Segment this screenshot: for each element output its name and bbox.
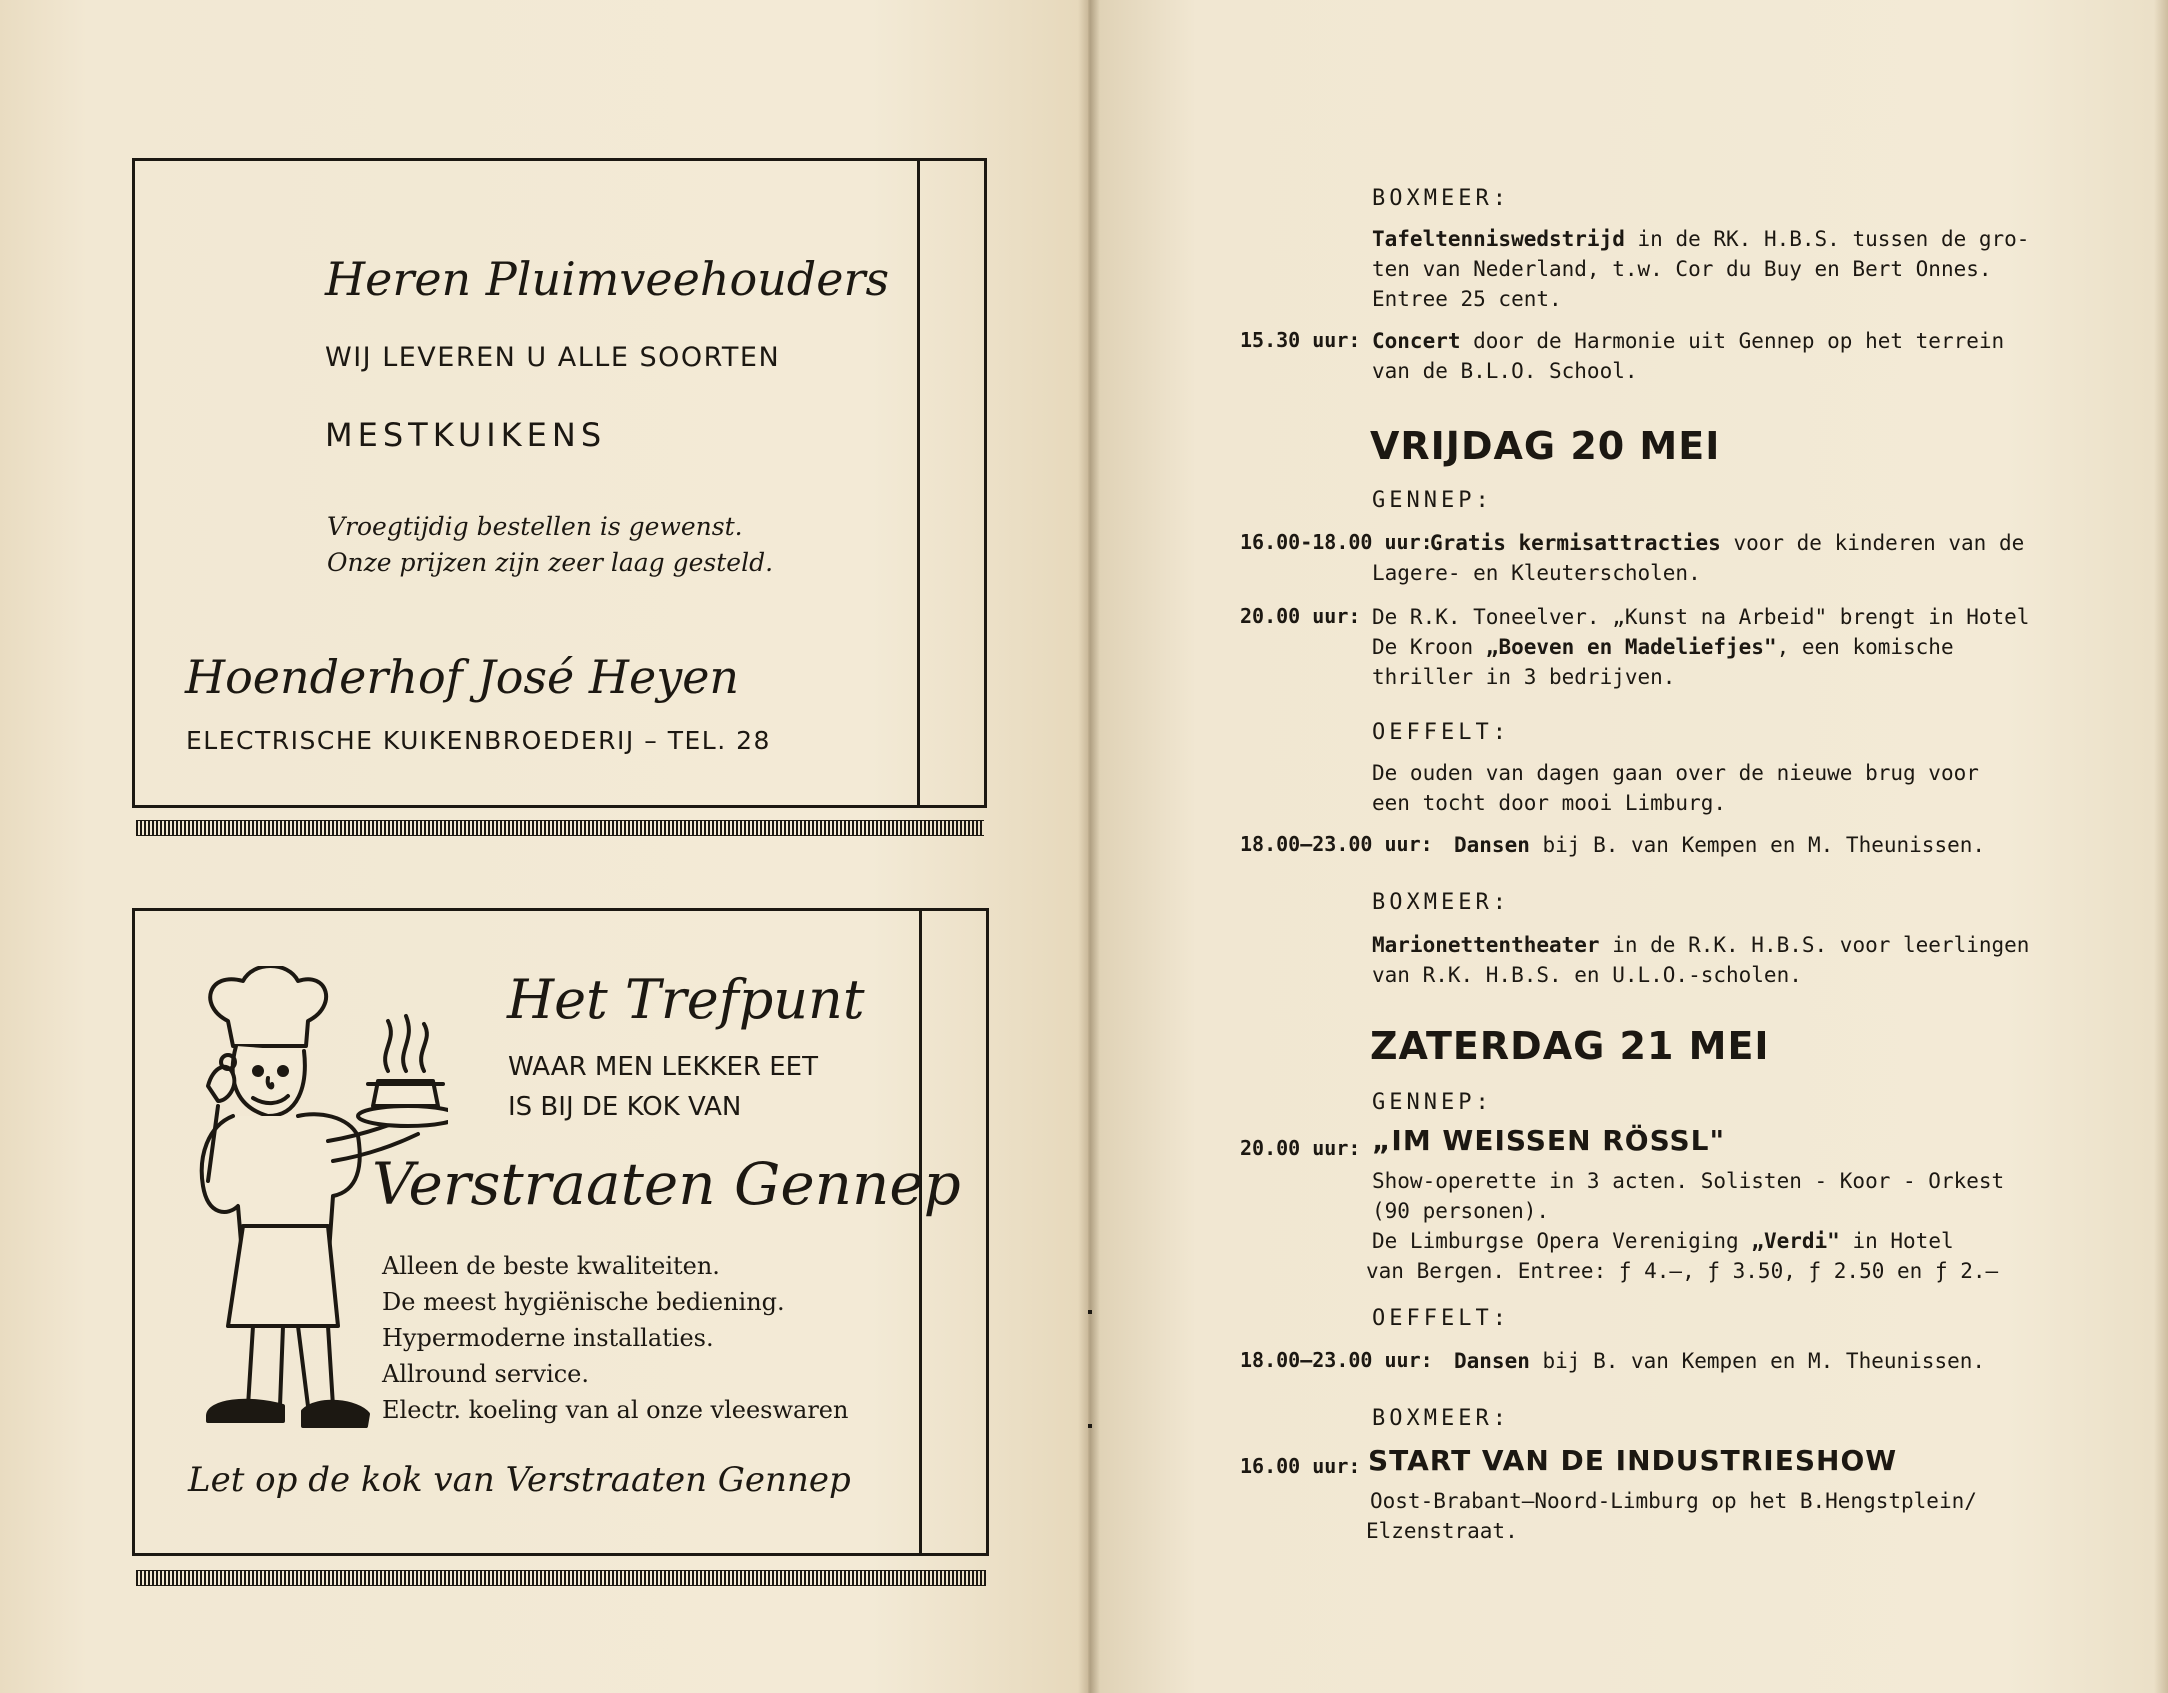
event-time: 20.00 uur: (1240, 1136, 1361, 1160)
binding-mark (1088, 1310, 1092, 1314)
event-time: 16.00-18.00 uur: (1240, 530, 1433, 554)
place-heading: BOXMEER: (1372, 1406, 1510, 1431)
event-text: van Bergen. Entree: ƒ 4.—, ƒ 3.50, ƒ 2.50 en ƒ 2.— (1366, 1259, 1999, 1283)
ad1-sub: ELECTRISCHE KUIKENBROEDERIJ – TEL. 28 (186, 726, 771, 755)
ad1-title: Heren Pluimveehouders (325, 252, 890, 306)
place-heading: BOXMEER: (1372, 186, 1510, 211)
ad2-feature: Alleen de beste kwaliteiten. (382, 1252, 720, 1280)
divider-bar (136, 1570, 986, 1586)
day-heading: VRIJDAG 20 MEI (1370, 424, 1721, 468)
event-text: Dansen bij B. van Kempen en M. Theunissen. (1454, 1349, 1986, 1373)
event-text: Show-operette in 3 acten. Solisten - Koor - Orkest (1372, 1169, 2005, 1193)
ad1-note2: Onze prijzen zijn zeer laag gesteld. (327, 548, 774, 577)
event-text: van de B.L.O. School. (1372, 359, 1638, 383)
place-heading: OEFFELT: (1372, 720, 1510, 745)
event-text: De ouden van dagen gaan over de nieuwe brug voor (1372, 761, 1979, 785)
event-text: Elzenstraat. (1366, 1519, 1518, 1543)
page-edge (2154, 0, 2168, 1693)
event-time: 18.00—23.00 uur: (1240, 1348, 1433, 1372)
ad2-feature: Electr. koeling van al onze vleeswaren (382, 1396, 849, 1424)
ad1-line1: WIJ LEVEREN U ALLE SOORTEN (325, 342, 781, 373)
book-gutter (1078, 0, 1100, 1693)
event-time: 18.00—23.00 uur: (1240, 832, 1433, 856)
event-text: Gratis kermisattracties voor de kinderen van de (1430, 531, 2025, 555)
event-text: Tafeltenniswedstrijd in de RK. H.B.S. tussen de gro- (1372, 227, 2030, 251)
place-heading: GENNEP: (1372, 1090, 1493, 1115)
event-text: ten van Nederland, t.w. Cor du Buy en Bert Onnes. (1372, 257, 1992, 281)
event-title: „IM WEISSEN RÖSSL" (1372, 1124, 1726, 1157)
event-text: van R.K. H.B.S. en U.L.O.-scholen. (1372, 963, 1802, 987)
place-heading: OEFFELT: (1372, 1306, 1510, 1331)
ad2-feature: Allround service. (382, 1360, 590, 1388)
divider-bar (136, 820, 984, 836)
event-text: een tocht door mooi Limburg. (1372, 791, 1727, 815)
place-heading: GENNEP: (1372, 488, 1493, 513)
event-text: Marionettentheater in de R.K. H.B.S. voor leerlingen (1372, 933, 2030, 957)
event-text: Lagere- en Kleuterscholen. (1372, 561, 1701, 585)
ad2-line2: IS BIJ DE KOK VAN (508, 1092, 742, 1122)
event-text: De Limburgse Opera Vereniging „Verdi" in Hotel (1372, 1229, 1954, 1253)
event-time: 20.00 uur: (1240, 604, 1361, 628)
event-text: Oost-Brabant—Noord-Limburg op het B.Hengstplein/ (1370, 1489, 1977, 1513)
event-text: Entree 25 cent. (1372, 287, 1562, 311)
ad2-name: Verstraaten Gennep (372, 1150, 961, 1218)
place-heading: BOXMEER: (1372, 890, 1510, 915)
event-title: START VAN DE INDUSTRIESHOW (1368, 1444, 1898, 1477)
ad2-title: Het Trefpunt (507, 968, 865, 1031)
event-time: 16.00 uur: (1240, 1454, 1361, 1478)
event-time: 15.30 uur: (1240, 328, 1361, 352)
ad2-feature: Hypermoderne installaties. (382, 1324, 714, 1352)
event-text: De R.K. Toneelver. „Kunst na Arbeid" brengt in Hotel (1372, 605, 2030, 629)
ad1-name: Hoenderhof José Heyen (185, 650, 740, 704)
event-text: thriller in 3 bedrijven. (1372, 665, 1676, 689)
ad2-footer: Let op de kok van Verstraaten Gennep (188, 1460, 851, 1500)
event-text: (90 personen). (1372, 1199, 1550, 1223)
binding-mark (1088, 1424, 1092, 1428)
ad2-features (382, 1248, 848, 1428)
ad2-line1: WAAR MEN LEKKER EET (508, 1052, 818, 1082)
event-text: Concert door de Harmonie uit Gennep op het terrein (1372, 329, 2005, 353)
ad1-note1: Vroegtijdig bestellen is gewenst. (327, 512, 743, 541)
ad1-line2: MESTKUIKENS (325, 416, 607, 454)
ad2-feature: De meest hygiënische bediening. (382, 1288, 785, 1316)
day-heading: ZATERDAG 21 MEI (1370, 1024, 1770, 1068)
event-text: De Kroon „Boeven en Madeliefjes", een komische (1372, 635, 1954, 659)
event-text: Dansen bij B. van Kempen en M. Theunissen. (1454, 833, 1986, 857)
